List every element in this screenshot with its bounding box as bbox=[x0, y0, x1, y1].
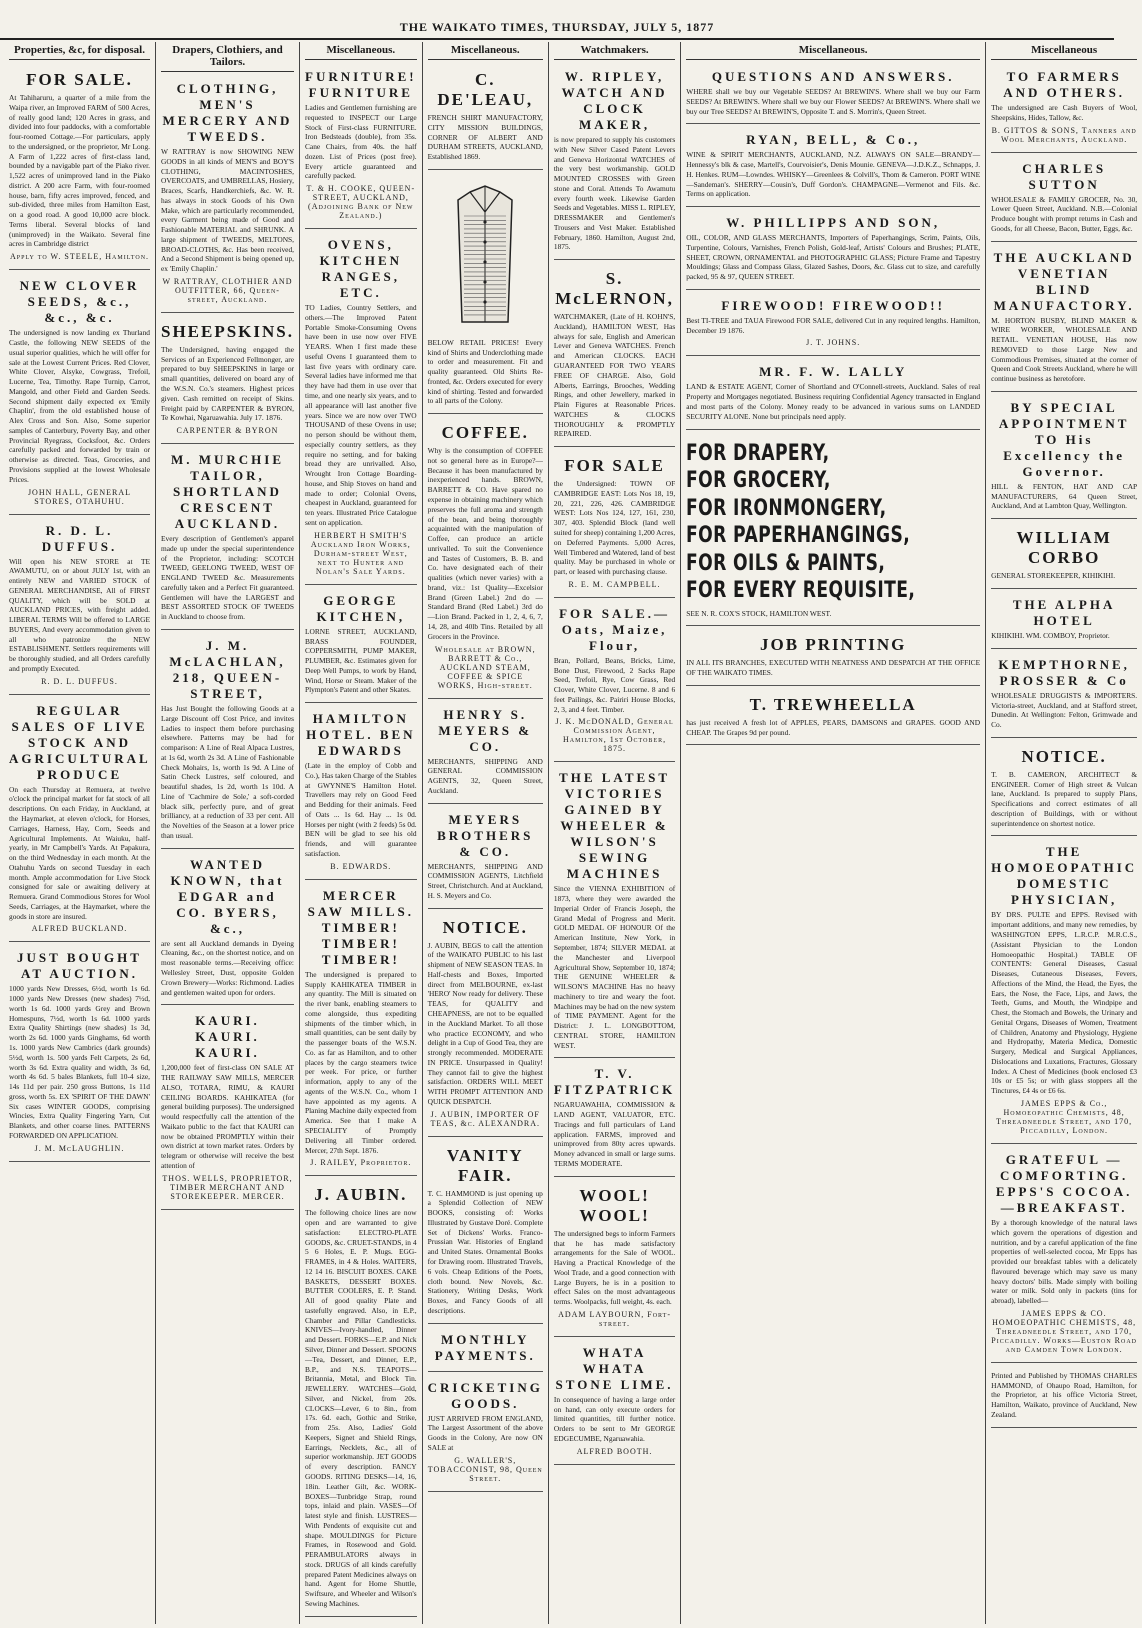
ad-body: By a thorough knowledge of the natural laws which govern the operations of digestion and nutrition, and by a careful application of the fine properties of well-selected cocoa, Mr Epps has provided our breakfast tables with a delicately flavoured beverage which may save us many heavy doctors' bills. Made simply with boiling water or milk. Sold only in packets (tins for abroad), labelled— bbox=[991, 1217, 1138, 1306]
ad-body: Printed and Published by THOMAS CHARLES HAMMOND, of Ohaupo Road, Hamilton, for the Proprietor, at his office Victoria Street, Hamilton, Waikato, province of Auckland, New Zealand. bbox=[991, 1370, 1138, 1419]
ad-headline: R. D. L. DUFFUS. bbox=[41, 522, 118, 554]
column-heading: Miscellaneous. bbox=[305, 42, 417, 60]
column-heading: Miscellaneous. bbox=[686, 42, 980, 60]
advertisement bbox=[161, 316, 294, 444]
ad-headline: WILLIAM CORBO bbox=[1016, 528, 1112, 568]
advertisement bbox=[686, 210, 980, 290]
advertisement bbox=[991, 741, 1137, 837]
ad-body: The undersigned is now landing ex Thurland Castle, the following NEW SEEDS of the usual superior qualities, which he will offer for sale at the Lowest Current Prices. Red Clover, White Clover, Alsyke, Cowgrass, Trefoil, Lucerne, Tea, Timothy. Rape Turnip, Carrot, Mangold, and other Field and Garden Seeds. Second shipment daily expected ex 'Emily Chaplin', from the old established house of Alex Cross and Son. Also, Some superior samples of Canterbury, Poverty Bay, and other Provincial Ryegrass, Cocksfoot, &c. Orders carefully packed and forwarded by train or otherwise as directed. Teas, Groceries, and Provisions supplied at the lowest Wholesale Prices. bbox=[9, 328, 150, 484]
ad-headline: WHATA WHATA STONE LIME. bbox=[555, 1344, 674, 1392]
newspaper-columns bbox=[4, 42, 1138, 1624]
advertisement bbox=[305, 883, 417, 1177]
ad-headline: KEMPTHORNE, PROSSER & Co bbox=[998, 656, 1130, 688]
advertisement bbox=[428, 807, 543, 909]
ad-headline: MERCER SAW MILLS. TIMBER! TIMBER! TIMBER! bbox=[307, 887, 414, 967]
ad-body: W RATTRAY is now SHOWING NEW GOODS in all kinds of MEN'S and BOY'S CLOTHING, MACINTOSHES, OVERCOATS, and UMBRELLAS, Hosiery, Braces, Scarfs, Handkerchiefs, &c. W. R. has always in stock Goods of his Own Make, which are particularly recommended, every Garment being made of Good and Fashionable MATERIAL and SHRUNK. A large shipment of TWEEDS, MELTONS, BROAD-CLOTHS, &c. Has been received, And a Second Shipment is being opened up, ex 'Emily Chaplin.' bbox=[160, 147, 294, 274]
ad-body: MERCHANTS, SHIPPING AND GENERAL COMMISSION AGENTS, 32, Queen Street, Auckland. bbox=[427, 756, 543, 795]
advertisement bbox=[991, 522, 1137, 589]
ad-headline: TO FARMERS AND OTHERS. bbox=[1003, 69, 1126, 100]
ad-signature: ALFRED BUCKLAND. bbox=[31, 924, 128, 934]
ad-body: Will open his NEW STORE at TE AWAMUTU, on or about JULY 1st, with an entirely NEW and VARIED STOCK of GENERAL MERCHANDISE, All of FIRST QUALITY, which will be SOLD at AUCKLAND PRICES, with freight added. LIBERAL TERMS Will be offered to LARGE BUYERS, And every accommodation given to all who patronize the NEW ESTABLISHMENT. Settlers requirements will be thoroughly studied, and all Orders carefully and promptly Executed. bbox=[9, 556, 150, 673]
ad-body: has just received A fresh lot of APPLES, PEARS, DAMSONS and GRAPES. GOOD AND CHEAP. The Grapes 9d per pound. bbox=[686, 717, 981, 737]
advertisement bbox=[554, 601, 675, 763]
ad-headline: HENRY S. MEYERS & CO. bbox=[438, 706, 533, 754]
advertisement bbox=[305, 232, 417, 585]
column-4 bbox=[423, 42, 549, 1624]
ad-body: TO Ladies, Country Settlers, and others.—The Improved Patent Portable Smoke-Consuming Ovens have been in use now over FIVE YEARS. When I first made these useful Ovens I guaranteed them to last five years with ordinary care. Several ladies have informed me that they have had them in use over that time, and one nearly six years, and to all appearance will last another five years. Since we are now over TWO THOUSAND of these Ovens in use; no person should be without them, especially country settlers, as they require no setting, and for baking bread they are unrivalled. Also, Wrought Iron Cottage Boarding-house, and Ship Stoves on hand and made to order; Colonial Ovens, cheapest in Auckland, guaranteed for ten years. Illustrated Price Catalogue sent on application. bbox=[305, 303, 417, 527]
ad-body: WHOLESALE DRUGGISTS & IMPORTERS. Victoria-street, Auckland, and at Stafford street, Dunedin. At Wellington: Felton, Grimwade and Co. bbox=[991, 690, 1138, 730]
ad-signature: ADAM LAYBOURN, Fort-street. bbox=[558, 1309, 672, 1328]
ad-headline: S. McLERNON, bbox=[555, 269, 674, 309]
ad-body: LAND & ESTATE AGENT, Corner of Shortland and O'Connell-streets, Auckland. Sales of real Property and Mortgages negotiated. Business requiring Confidential Agency transacted in England and most parts of the Colony. Money ready to be advanced in various sums on LANDED SECURITY ALONE. None but principals need apply. bbox=[686, 382, 981, 421]
ad-body: 1000 yards New Dresses, 6½d, worth 1s 6d. 1000 yards New Dresses (new shades) 7½d, worth 1s 6d. 1000 yards Grey and Brown Homespuns, 7½d, worth 1s 6d. 1000 yards Extra Quality Shirtings (new shades) 1s 3d, worth 2s 6d. 1000 yards Ginghams, 6d worth 1s. 1000 yards New Cambrics (dark grounds) 5½d, worth 1s. 500 yards Felt Carpets, 2s 6d, worth 3s 6d. Extra quality and width, 3s 6d, worth 4s 6d. 5 bales Blankets, full 10-4 size, 14s 11d per pair. 250 gross Buttons, 1s 11d gross, worth 5s. EX 'SPIRIT OF THE DAWN' Six cases WINTER GOODS, comprising Wincies, Extra Quality Fingering Yarn, Cut Blankets, and other coarse lines. PATTERNS FORWARDED ON APPLICATION. bbox=[9, 984, 150, 1140]
ad-headline: FIREWOOD! FIREWOOD!! bbox=[721, 297, 945, 313]
ad-signature: ALFRED BOOTH. bbox=[576, 1446, 653, 1456]
ad-body: T. C. HAMMOND is just opening up a Splendid Collection of NEW BOOKS, consisting of: Works Illustrated by Gustave Doré. Complete Set of Dickens' Works. Franco-Prussian War. Histories of England and United States. Ornamental Books for Drawing room. Illustrated Travels, 6 vols. Cheap Editions of the Poets, cloth bound. New Novels, &c. Stationery, Writing Desks, Work Boxes, and Fancy Goods of all descriptions. bbox=[427, 1188, 543, 1315]
ad-headline: FOR SALE.—Oats, Maize, Flour, bbox=[559, 605, 670, 653]
ad-headline: JUST BOUGHT AT AUCTION. bbox=[17, 950, 142, 982]
advertisement bbox=[554, 450, 675, 598]
advertisement bbox=[428, 64, 543, 170]
ad-headline: FOR SALE bbox=[564, 456, 665, 476]
ad-signature: W RATTRAY, CLOTHIER AND OUTFITTER, 66, Queen-street, Auckland. bbox=[162, 276, 293, 304]
ad-signature: R. D. L. DUFFUS. bbox=[41, 676, 118, 686]
masthead bbox=[0, 0, 1114, 40]
ad-headline: CRICKETING GOODS. bbox=[427, 1379, 543, 1411]
advertisement bbox=[686, 629, 980, 686]
advertisement bbox=[554, 765, 675, 1058]
ad-signature: J. RAILEY, Proprietor. bbox=[310, 1158, 412, 1168]
ad-body: JUST ARRIVED FROM ENGLAND, The Largest Assortment of the above Goods in the Colony, Are now ON SALE at bbox=[427, 1413, 543, 1452]
ad-headline: T. V. FITZPATRICK bbox=[553, 1066, 676, 1098]
ad-headline: GEORGE KITCHEN, bbox=[316, 592, 406, 624]
ad-signature: JAMES EPPS & Co., Homoeopathic Chemists, 48, Threadneedle Street, and 170, Piccadilly, London. bbox=[996, 1098, 1133, 1135]
advertisement bbox=[991, 64, 1137, 153]
ad-body: WINE & SPIRIT MERCHANTS, AUCKLAND, N.Z. ALWAYS ON SALE—BRANDY—Hennessy's blk & case, Martell's, Courvoisier's, Denis Mounie. GENEVA—J.D.K.Z., Schnapps, J. H. Henkes. RUM—Lowndes. WHISKY—Greenlees & Colvill's, Thom & Cameron. PORT WINE—Sandeman's. SHERRY—Cousin's, Duff Gordon's. CHAMPAGNE—Vermenot and Fils. &c. Terms on application. bbox=[686, 150, 981, 199]
advertisement bbox=[554, 1340, 675, 1465]
advertisement bbox=[991, 1366, 1137, 1428]
ad-headline: THE LATEST VICTORIES GAINED BY WHEELER & WILSON'S SEWING MACHINES bbox=[559, 770, 671, 882]
ad-body: On each Thursday at Remuera, at twelve o'clock the principal market for fat stock of all descriptions. On each Friday, in Auckland, at the Haymarket, at eleven o'clock, for Horses, Carriages, Harness, Hay, Corn, Seeds and Agricultural Implements. At Waiuku, half-yearly, in Mr Campbell's Yards. At Papakura, on the third Wednesday in each month. At the Otahuhu Yards on second Tuesday in each month. Ample accommodation for Live Stock consigned for sale or awaiting delivery at Remuera. Grand Commodious Stores for Wool Seeds, Carriages, at the Haymarket, where the goods in store are insured. bbox=[9, 784, 150, 921]
advertisement bbox=[305, 64, 417, 229]
advertisement bbox=[428, 1327, 543, 1372]
advertisement bbox=[161, 76, 294, 313]
advertisement bbox=[428, 1140, 543, 1324]
ad-body: (Late in the employ of Cobb and Co.), Has taken Charge of the Stables at GWYNNE'S Hamilton Hotel. Travellers may rely on Good Feed and Bedding for their animals. Feed of Oats ... 1s 6d. Hay ... 1s 0d. Horses per night (with 2 feeds) 5s 0d. BEN will be glad to see his old friends, and will guarantee satisfaction. bbox=[305, 761, 417, 858]
ad-body: Bran, Pollard, Beans, Bricks, Lime, Bone Dust, Firewood, 2 Sacks Rape Seed, Trefoil, Rye, Cow Grass, Red Clover, White Clover, Lucerne. 8 and 6 feet Pailings, &c. Pairiri House Blocks, 2, 3, and 4 feet. Timber. bbox=[553, 655, 676, 714]
ad-body: is now prepared to supply his customers with New Silver Cased Patent Levers and Geneva Horizontal WATCHES of the very best workmanship. GOLD MOUNTED CROSSES with Green stone and Coral. Attends To Awamutu every fourth week. Likewise Garden Seeds and Vegetables. MISS L. RIPLEY, DRESSMAKER and Gentlemen's Trousers and Vest Maker. Established February, 1860. Hamilton, August 2nd, 1875. bbox=[553, 135, 676, 252]
ad-signature: B. GITTOS & SONS, Tanners and Wool Merchants, Auckland. bbox=[991, 125, 1137, 144]
ad-body: Since the VIENNA EXHIBITION of 1873, where they were awarded the Imperial Order of Francis Joseph, the Grand Medal of Progress and Merit. GOLD MEDAL OF HONOUR Of the American Institute, New York, in September, 1874; SILVER MEDAL at the Manchester and Liverpool Agricultural Show, September 10, 1874; THE GENUINE WHEELER & WILSON'S MACHINE Has no heavy machinery to tire and weary the foot. Machines may be had on the new system of TIME PAYMENT. Agent for the District: J. L. LONGBOTTOM, CENTRAL STORE, HAMILTON WEST. bbox=[553, 884, 676, 1050]
ad-headline: WANTED KNOWN, that EDGAR and CO. BYERS, &c., bbox=[170, 856, 285, 936]
advertisement bbox=[554, 1180, 675, 1337]
ad-signature: Wholesale at BROWN, BARRETT & Co., AUCKLAND STEAM, COFFEE & SPICE WORKS, High-street. bbox=[434, 644, 536, 690]
ad-headline: MONTHLY PAYMENTS. bbox=[434, 1331, 536, 1363]
advertisement bbox=[686, 64, 980, 124]
ad-signature: J. AUBIN, IMPORTER OF TEAS, &c. ALEXANDRA. bbox=[430, 1109, 541, 1128]
ad-headline: NEW CLOVER SEEDS, &c., &c., &c. bbox=[19, 278, 140, 326]
ad-headline: J. AUBIN. bbox=[314, 1185, 408, 1205]
advertisement bbox=[686, 359, 980, 429]
ad-body: WATCHMAKER, (Late of H. KOHN'S, Auckland), HAMILTON WEST, Has always for sale, English and American Lever and Geneva WATCHES. French and American CLOCKS. EACH GUARANTEED FOR TWO YEARS FREE OF CHARGE. Also, Gold Alberts, Earrings, Brooches, Wedding Rings, and other Jewellery, marked in Plain Figures at Reasonable Prices. WATCHES & CLOCKS THOROUGHLY & PROMPTLY REPAIRED. bbox=[553, 312, 676, 439]
ad-body: J. AUBIN, BEGS to call the attention of the WAIKATO PUBLIC to his last shipment of NEW SEASON TEAS. In Half-chests and Boxes, Imported direct from MELBOURNE, ex-last 'HERO' Now ready for delivery. These TEAS, for QUALITY and CHEAPNESS, are not to be equalled in the Auckland Market. To all those who practice ECONOMY, and who delight in a Cup of Good Tea, they are strongly recommended. MODERATE IN PRICE. Unsurpassed in Quality! They cannot fail to give the highest satisfaction. ORDERS WILL MEET WITH PROMPT ATTENTION AND QUICK DESPATCH. bbox=[427, 940, 543, 1106]
advertisement bbox=[161, 852, 294, 1006]
ad-body: IN ALL ITS BRANCHES, EXECUTED WITH NEATNESS AND DESPATCH AT THE OFFICE OF THE WAIKATO TIMES. bbox=[686, 658, 981, 678]
ad-body: The undersigned are Cash Buyers of Wool, Sheepskins, Hides, Tallow, &c. bbox=[991, 103, 1138, 122]
ad-headline: W. RIPLEY, WATCH AND CLOCK MAKER, bbox=[561, 69, 668, 132]
advertisement bbox=[161, 633, 294, 849]
column-7 bbox=[986, 42, 1142, 1624]
column-heading: Miscellaneous bbox=[991, 42, 1137, 60]
ad-body: WHERE shall we buy our Vegetable SEEDS? At BREWIN'S. Where shall we buy our Farm SEEDS? At BREWIN'S. Where shall we buy our Flower SEEDS? At BREWIN'S. Where shall we buy our Tree SEEDS? At BREWIN'S, Opposite T. and S. Morrin's, Queen Street. bbox=[686, 87, 981, 116]
ad-headline: FOR SALE. bbox=[26, 70, 133, 89]
ad-body: NGARUAWAHIA, COMMISSION & LAND AGENT, VALUATOR, ETC. Tracings and full particulars of Land application. FARMS, improved and unimproved from 80ty acres upwards. Money advanced in small or large sums. TERMS MODERATE. bbox=[553, 1100, 676, 1168]
ad-signature: J. T. JOHNS. bbox=[806, 338, 861, 348]
advertisement bbox=[991, 156, 1137, 242]
ad-body: The Undersigned, having engaged the Services of an Experienced Fellmonger, are prepared to buy SHEEPSKINS in large or small quantities, delivered on board any of the W.S.N. Co.'s steamers. Highest prices given. Cash remitted on receipt of Skins. Freight paid by CARPENTER & BYRON, Te Kowhai, Ngaruawahia. July 17. 1876. bbox=[160, 344, 294, 423]
advertisement bbox=[9, 945, 150, 1161]
ad-headline: FOR DRAPERY, FOR GROCERY, FOR IRONMONGERY, FOR PAPERHANGINGS, FOR OILS & PAINTS, FOR EVERY REQUISITE, bbox=[686, 440, 916, 604]
advertisement bbox=[991, 652, 1137, 738]
ad-signature: R. E. M. CAMPBELL. bbox=[568, 579, 661, 589]
advertisement bbox=[9, 64, 150, 270]
ad-body: Every description of Gentlemen's apparel made up under the special superintendence of the Proprietor, including: SCOTCH TWEED, GEELONG TWEED, WEST OF ENGLAND TWEED &c. Measurements carefully taken and a Perfect Fit guaranteed. Gentlemen will have the LARGEST and BEST ASSORTED STOCK OF TWEEDS in Auckland to choose from. bbox=[160, 534, 294, 622]
advertisement bbox=[9, 698, 150, 943]
ad-headline: C. DE'LEAU, bbox=[437, 70, 534, 109]
ad-body: KIHIKIHI. WM. COMBOY, Proprietor. bbox=[991, 631, 1110, 641]
page-title: THE WAIKATO TIMES, THURSDAY, JULY 5, 1877 bbox=[399, 20, 715, 34]
ad-body: At Tahiharuru, a quarter of a mile from the Waipa river, an Improved FARM of 500 Acres, of really good land; 120 Acres in grass, and divided into four paddocks, with a comfortable four-roomed Cottage.—For particulars, apply to the undersigned, or the proprietor, Mr Long. A Farm of 1,222 acres of first-class land, bounded by a navigable part of the Piako river. 1,522 acres of unimproved land in the Piako district. A 200 acre Farm, with four-roomed house, barn, fifty acres improved, fenced, and sub-divided, three miles from Hamilton East, on a good road. A good 10,000 acre block. Terms liberal. Several blocks of land (unimproved) in the Waikato. Several fine acres in Cambridge district bbox=[9, 93, 150, 249]
ad-headline: QUESTIONS AND ANSWERS. bbox=[711, 69, 955, 84]
ad-headline: KAURI. KAURI. KAURI. bbox=[195, 1013, 260, 1061]
ad-headline: BY SPECIAL APPOINTMENT TO His Excellency the Governor. bbox=[998, 399, 1130, 479]
advertisement bbox=[428, 1375, 543, 1492]
ad-body: LORNE STREET, AUCKLAND, BRASS FOUNDER, COPPERSMITH, PUMP MAKER, PLUMBER, &c. Estimates given for Deep Well Pumps, to work by Hand, Wind, Horse or Steam. Maker of the Plympton's Patent and other Skates. bbox=[305, 626, 417, 695]
ad-body: are sent all Auckland demands in Dyeing Cleaning, &c., on the shortest notice, and on most reasonable terms.—Receiving office: Wellesley Street, Dust, opposite Golden Crown Brewery—Works: Richmond. Ladies and gentlemen waited upon for orders. bbox=[160, 938, 294, 997]
ad-body: Best TI-TREE and TAUA Firewood FOR SALE, delivered Cut in any required lengths. Hamilton, December 19 1876. bbox=[686, 315, 981, 335]
column-heading: Miscellaneous. bbox=[428, 42, 543, 60]
ad-headline: THE AUCKLAND VENETIAN BLIND MANUFACTORY. bbox=[993, 249, 1135, 313]
ad-body: Has Just Bought the following Goods at a Large Discount off Cost Price, and invites Ladies to inspect them before purchasing elsewhere. Patterns may be had for comparison: A Line of Real Alpaca Lustres, at 1s 6d, worth 2s 3d. A Line of Fashionable Check Mohairs, 1s, worth 1s 9d. A Line of Satin Check Lustres, self coloured, and beautiful shades, 1s 2d, worth 1s 10d. A Line of 'Cachmire de Sole,' a soft-corded black silk, perfectly pure, and of great brilliancy, at a reduction of 33 per cent. All the Novelties of the Season at a lower price than usual. bbox=[160, 703, 294, 840]
advertisement bbox=[991, 245, 1137, 392]
ad-headline: OVENS, KITCHEN RANGES, ETC. bbox=[319, 237, 403, 301]
advertisement bbox=[9, 518, 150, 695]
ad-body: 1,200,000 feet of first-class ON SALE AT THE RAILWAY SAW MILLS, MERCER ALSO, TOTARA, RIMU, & KAURI CEILING BOARDS. KAHIKATEA (for general building purposes). The undersigned would respectfully call the attention of the Waikato public to the fact that KAURI can now be obtained PROMPTLY within their own district at town market rates. Orders by telegram or otherwise will receive the best attention of bbox=[160, 1063, 294, 1170]
ad-headline: JOB PRINTING bbox=[760, 635, 907, 655]
ad-headline: GRATEFUL — COMFORTING. EPPS'S COCOA.—BREAKFAST. bbox=[995, 1151, 1133, 1215]
column-heading: Properties, &c, for disposal. bbox=[9, 42, 150, 60]
ad-signature: Apply to W. STEELE, Hamilton. bbox=[9, 252, 150, 262]
advertisement bbox=[428, 417, 543, 698]
advertisement bbox=[686, 293, 980, 357]
ad-headline: REGULAR SALES OF LIVE STOCK AND AGRICULTURAL PRODUCE bbox=[9, 702, 151, 782]
ad-headline: MEYERS BROTHERS & CO. bbox=[437, 811, 534, 859]
ad-body: HILL & FENTON, HAT AND CAP MANUFACTURERS, 64 Queen Street, Auckland, And at Lambton Quay, Wellington. bbox=[991, 481, 1138, 511]
column-3 bbox=[300, 42, 423, 1624]
ad-signature: B. EDWARDS. bbox=[330, 861, 392, 871]
advertisement bbox=[991, 1147, 1137, 1363]
ad-body: The undersigned is prepared to Supply KAHIKATEA TIMBER in any quantity. The Mill is situated on the river bank, enabling steamers to come alongside, thus expediting shipments of the timber which, in small quantities, can be sent daily by the passenger boats of the W.S.N. Co. as far as Hamilton, and to other places by the cargo steamers twice per week. For price, or further information, apply to any of the agents of the W.S.N. Co., whom I have appointed as my agents. A Planing Machine daily expected from America. See that I make A SPECIALITY of Promptly Delivering all Timber ordered. Mercer, 27th Sept. 1876. bbox=[305, 969, 417, 1155]
advertisement bbox=[428, 912, 543, 1137]
ad-body: The following choice lines are now open and are warranted to give satisfaction: ELECTRO-PLATE GOODS, &c. CRUET-STANDS, in 4 5 6 Holes, E. P. Mugs. EGG-FRAMES, in 4 & Holes. WAITERS, 12 14 16. BISCUIT BOXES. CAKE BASKETS, DESSERT BOXES. BUTTER COOLERS, E. P. Stand. All of good quality Plate and tastefully engraved. Also, in E.P., Chamber and Pillar Candlesticks. KNIVES—Ivory-handled, Dinner and Dessert. FORKS—E.P. and Nick Silver, Dinner and Dessert. SPOONS—Tea, Dessert, and Dinner, E.P., B.P., and N.S. TEAPOTS—Britannia, Metal, and Block Tin. JEWELLERY. WATCHES—Gold, Silver, and Nickel, from 20s. CLOCKS—Lever, 6 to 8in., from 17s. 6d. each, Gothic and Strike, from 25s. Also, Ladies' Gold Keepers, Signet and Shield Rings, Earrings, Necklets, &c., all of superior workmanship. JET GOODS of every description. FANCY GOODS. RITING DESKS—14, 16, 18in. Leather Gilt, &c. WORK-BOXES—Tunbridge Strap, round tops, inlaid and plain. VASES—Of latest style and finish. LUSTRES—With Pendents of exquisite cut and shape. MOULDINGS for Picture Frames, in Rosewood and Gold. PERAMBULATORS always in stock. DRUGS of all kinds carefully prepared Patent Medicines always on hand. Agent for Home Shuttle, Swiftsure, and Wheeler and Wilson's Sewing Machines. bbox=[305, 1208, 417, 1608]
column-1 bbox=[4, 42, 156, 1624]
column-heading: Watchmakers. bbox=[554, 42, 675, 60]
shirt-illustration-icon bbox=[440, 182, 530, 332]
ad-body: The undersigned begs to inform Farmers that he has made satisfactory arrangements for the Sale of WOOL. Having a Practical Knowledge of the Wool Trade, and a good connection with Large Buyers, he is in a position to effect Sales on the most advantageous terms. Woolpacks, full weight, 4s. each. bbox=[553, 1228, 676, 1307]
ad-headline: COFFEE. bbox=[441, 423, 529, 443]
ad-headline: M. MURCHIE TAILOR, SHORTLAND CRESCENT AUCKLAND. bbox=[170, 452, 285, 532]
ad-headline: HAMILTON HOTEL. BEN EDWARDS bbox=[306, 711, 416, 759]
ad-headline: WOOL! WOOL! bbox=[579, 1185, 650, 1225]
ad-headline: CLOTHING, MEN'S MERCERY AND TWEEDS. bbox=[162, 81, 293, 144]
ad-signature: J. K. McDONALD, General Commission Agent, Hamilton, 1st October, 1875. bbox=[555, 717, 674, 754]
ad-headline: T. TREWHEELLA bbox=[749, 694, 917, 714]
ad-signature: JOHN HALL, GENERAL STORES, OTAHUHU. bbox=[27, 487, 132, 506]
advertisement bbox=[991, 592, 1137, 649]
ad-body: T. B. CAMERON, ARCHITECT & ENGINEER. Corner of High street & Vulcan lane, Auckland. Is prepared to supply Plans, Specifications and correct estimates of all description of Buildings, with or without superintendence on shortest notice. bbox=[991, 769, 1138, 828]
ad-headline: SHEEPSKINS. bbox=[160, 321, 294, 341]
ad-signature: J. M. McLAUGHLIN. bbox=[34, 1143, 125, 1153]
column-2 bbox=[156, 42, 300, 1624]
advertisement bbox=[428, 702, 543, 804]
ad-body: In consequence of having a large order on hand, can only execute orders for limited quantities, till further notice. Orders to be sent to Mr GEORGE EDGECUMBE, Ngaruawahia. bbox=[553, 1394, 676, 1443]
advertisement bbox=[686, 433, 980, 627]
ad-body: OIL, COLOR, AND GLASS MERCHANTS, Importers of Paperhangings, Scrim, Paints, Oils, Turpentine, Colours, Varnishes, French Polish, Gold-leaf, Artists' Colours and Brushes; PLATE, SHEET, CROWN, ORNAMENTAL and PHOTOGRAPHIC GLASS; Picture Frame and Tapestry Mouldings; Glass and Compass Glass, Glazed Sashes, Doors, &c. Glass cut to size, and carefully packed, 95 & 97, QUEEN STREET. bbox=[686, 233, 981, 282]
ad-body: SEE N. R. COX'S STOCK, HAMILTON WEST. bbox=[686, 608, 832, 618]
ad-signature: T. & H. COOKE, QUEEN-STREET, AUCKLAND, (Adjoining Bank of New Zealand.) bbox=[306, 184, 416, 221]
ad-signature: HERBERT H SMITH'S Auckland Iron Works, Durham-street West, next to Hunter and Nolan's Sale Yards. bbox=[310, 530, 411, 576]
ad-headline: RYAN, BELL, & Co., bbox=[746, 132, 921, 148]
ad-headline: NOTICE. bbox=[442, 917, 528, 937]
advertisement bbox=[991, 395, 1137, 519]
ad-body: MERCHANTS, SHIPPING AND COMMISSION AGENTS, Litchfield Street, Christchurch. And at Auckland, H. S. Meyers and Co. bbox=[427, 861, 543, 900]
ad-signature: G. WALLER'S, TOBACCONIST, 98, Queen Street. bbox=[427, 1455, 543, 1483]
advertisement bbox=[554, 263, 675, 447]
ad-body: Ladies and Gentlemen furnishing are requested to INSPECT our Large Stock of First-class FURNITURE. Iron Bedsteads (double), from 35s. Cane Chairs, from 40s. the half dozen. List of Prices (post free). Every article guaranteed and carefully packed. bbox=[305, 103, 417, 181]
ad-headline: J. M. McLACHLAN, 218, QUEEN-STREET, bbox=[169, 637, 286, 701]
ad-body: FRENCH SHIRT MANUFACTORY, CITY MISSION BUILDINGS, CORNER OF ALBERT AND DURHAM STREETS, AUCKLAND, Established 1869. bbox=[427, 113, 543, 162]
column-heading: Drapers, Clothiers, and Tailors. bbox=[161, 42, 294, 72]
ad-signature: JAMES EPPS & CO. HOMOEOPATHIC CHEMISTS, 48, Threadneedle Street, and 170, Piccadilly. Works—Euston Road and Camden Town London. bbox=[991, 1308, 1137, 1354]
advertisement bbox=[9, 273, 150, 514]
ad-body: WHOLESALE & FAMILY GROCER, No. 30, Lower Queen Street, Auckland. N.B.—Colonial Produce bought with prompt returns in Cash and Goods, for all Cheese, Bacon, Butter, Eggs, &c. bbox=[991, 194, 1138, 233]
ad-body: BELOW RETAIL PRICES! Every kind of Shirts and Underclothing made to order and measurement. Fit and quality guaranteed. Old Shirts Re-fronted, &c. Orders executed for every kind of shirting. Tested and forwarded to all parts of the Colony. bbox=[427, 337, 543, 406]
advertisement bbox=[991, 839, 1137, 1144]
advertisement bbox=[161, 1008, 294, 1209]
ad-body: the Undersigned: TOWN OF CAMBRIDGE EAST: Lots Nos 18, 19, 20, 221, 226, 426. CAMBRIDGE WEST: Lots Nos 124, 127, 161, 230, 307, 403. Splendid Block (land well suited for sheep) containing 1,200 Acres, on Deferred Payments. 5,000 Acres, Well Timbered and Watered, land of best quality. May be purchased in whole or part, or leased with purchasing clause. bbox=[553, 479, 676, 577]
advertisement bbox=[686, 127, 980, 207]
advertisement bbox=[305, 588, 417, 703]
advertisement bbox=[686, 689, 980, 746]
ad-headline: THE HOMOEOPATHIC DOMESTIC PHYSICIAN, bbox=[991, 844, 1138, 908]
column-6 bbox=[681, 42, 986, 1624]
advertisement bbox=[428, 173, 543, 414]
advertisement bbox=[305, 706, 417, 880]
advertisement bbox=[554, 64, 675, 260]
ad-headline: VANITY FAIR. bbox=[446, 1145, 524, 1185]
advertisement bbox=[554, 1061, 675, 1176]
ad-headline: MR. F. W. LALLY bbox=[759, 364, 908, 380]
advertisement bbox=[305, 1179, 417, 1616]
ad-body: Why is the consumption of COFFEE not so general here as in Europe?—Because it has been manufactured by inexperienced hands. BROWN, BARRETT & CO. Have spared no expense in obtaining machinery which preserves the full aroma and strength of the bean, and being thoroughly acquainted with the manipulation of Coffee, can produce an article unrivalled. To suit the Convenience and Tastes of Customers, B. B. and Co. have designated each of their qualities (which never varies) with a brand, viz.: 1st Quality—Excelsior Brand (Green Label.) 2nd do —Standard Brand (Red Label.) 3rd do —Lion Brand. Packed in 1, 2, 4, 6, 7, 14, 28, and 40lb Tins. Retailed by all Grocers in the Province. bbox=[427, 446, 543, 641]
ad-body: M. HORTON BUSBY, BLIND MAKER & WIRE WORKER, WHOLESALE AND RETAIL. VENETIAN HOUSE, Has now REMOVED to those Large New and Commodious Premises, situated at the corner of Queen and Cook Streets Auckland, where he will continue business as heretofore. bbox=[991, 315, 1138, 384]
ad-body: BY DRS. PULTE and EPPS. Revised with important additions, and many new remedies, by WASHINGTON EPPS, L.R.C.P. M.R.C.S., (Assistant Physician to the London Homoeopathic Hospital.) TABLE OF CONTENTS: General Diseases, Casual Diseases, Cutaneous Diseases, Fevers, Affections of the Mind, the Head, the Eyes, the Ears, the Nose, the Face, Lips, and Jaws, the Teeth, Gums, and Mouth, the Windpipe and Chest, the Stomach and Bowels, the Urinary and Genital Organs, Diseases of Women, Treatment of Children, Anatomy and Physiology, Hygiene and Hydropathy, Materia Medica, Domestic Surgery, Medical and Surgical Appliances, Dislocations and Luxations, Fractures, Glossary Index. A Chest of Medicines (book enclosed £3 10s or £5 5s; or with glass stoppers all the Tinctures, £4 4s or £6 6s. bbox=[991, 910, 1138, 1096]
ad-headline: THE ALPHA HOTEL bbox=[1012, 597, 1116, 629]
ad-headline: CHARLES SUTTON bbox=[1022, 160, 1107, 192]
ad-signature: CARPENTER & BYRON bbox=[176, 426, 279, 436]
ad-body: GENERAL STOREKEEPER, KIHIKIHI. bbox=[991, 571, 1116, 581]
ad-headline: W. PHILLIPPS AND SON, bbox=[726, 215, 941, 231]
advertisement bbox=[161, 447, 294, 630]
ad-headline: NOTICE. bbox=[1021, 746, 1107, 766]
column-5 bbox=[549, 42, 681, 1624]
ad-headline: FURNITURE! FURNITURE bbox=[305, 69, 417, 100]
ad-signature: THOS. WELLS, PROPRIETOR, TIMBER MERCHANT AND STOREKEEPER. MERCER. bbox=[162, 1173, 293, 1201]
